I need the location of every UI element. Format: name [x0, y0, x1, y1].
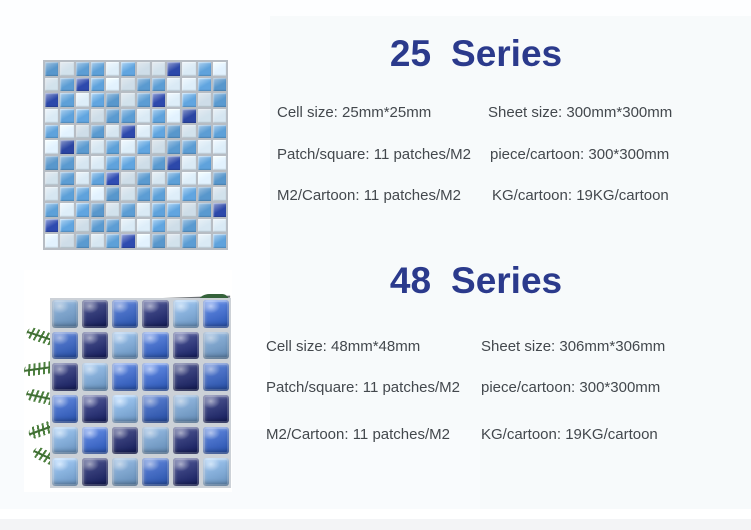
mosaic-tile-light-sky-blue — [52, 300, 78, 328]
mosaic-tile-bright-cobalt — [112, 363, 138, 391]
mosaic-tile-navy — [82, 395, 108, 423]
mosaic-tile-bright-cobalt — [203, 363, 229, 391]
mosaic-tile-navy — [82, 332, 108, 360]
series-48-title — [276, 259, 676, 303]
mosaic-tile-pale-blue-white — [76, 172, 89, 186]
spec-m2-cartoon-48: M2/Cartoon: 11 patches/M2 — [266, 426, 450, 443]
product-photo-48-series[interactable] — [24, 270, 232, 492]
mosaic-tile-navy — [112, 427, 138, 455]
mosaic-tile-pale-blue-white — [198, 172, 211, 186]
mosaic-tile-light-sky-blue — [173, 395, 199, 423]
mosaic-tile-light-sky-blue — [112, 458, 138, 486]
mosaic-tile-pale-blue-white — [106, 125, 119, 139]
mosaic-tile-navy — [173, 458, 199, 486]
mosaic-tile-light-sky-blue — [112, 395, 138, 423]
mosaic-tile-pale-blue-white — [137, 125, 150, 139]
mosaic-tile-pale-blue-white — [167, 78, 180, 92]
mosaic-tile-light-sky-blue — [52, 427, 78, 455]
mosaic-tile-navy — [142, 300, 168, 328]
spec-patch-square-48: Patch/square: 11 patches/M2 — [266, 379, 461, 396]
mosaic-tile-sky-blue — [152, 219, 165, 233]
mosaic-tile-pale-blue-white — [213, 62, 226, 76]
mosaic-tile-sky-blue — [182, 234, 195, 248]
mosaic-tile-sky-blue — [106, 234, 119, 248]
mosaic-tile-bright-cobalt — [142, 332, 168, 360]
spec-patch-square-25: Patch/square: 11 patches/M2 — [277, 146, 472, 163]
bottom-white-band — [0, 509, 751, 519]
mosaic-tile-pale-blue-white — [76, 219, 89, 233]
mosaic-tile-bright-cobalt — [52, 332, 78, 360]
mosaic-tile-sky-blue — [198, 125, 211, 139]
mosaic-tile-pale-blue-white — [45, 78, 58, 92]
spec-piece-cartoon-48: piece/cartoon: 300*300mm — [481, 379, 661, 396]
mosaic-tile-bright-cobalt — [52, 395, 78, 423]
spec-kg-cartoon-48: KG/cartoon: 19KG/cartoon — [481, 426, 658, 443]
mosaic-tile-pale-blue-white — [121, 219, 134, 233]
mosaic-tile-pale-blue-white — [182, 78, 195, 92]
mosaic-tile-pale-blue-white — [198, 234, 211, 248]
mosaic-tile-dark-cobalt — [167, 62, 180, 76]
mosaic-tile-light-sky-blue — [203, 332, 229, 360]
mosaic-tile-pale-blue-white — [106, 62, 119, 76]
mosaic-tile-sky-blue — [198, 62, 211, 76]
mosaic-tile-pale-blue-white — [137, 234, 150, 248]
mosaic-tile-light-sky-blue — [173, 300, 199, 328]
mosaic-tile-sky-blue — [213, 78, 226, 92]
mosaic-tile-dark-cobalt — [121, 125, 134, 139]
mosaic-tile-sky-blue — [213, 172, 226, 186]
mosaic-tile-light-sky-blue — [203, 458, 229, 486]
mosaic-tile-sky-blue — [91, 78, 104, 92]
mosaic-tile-sky-blue — [60, 219, 73, 233]
series-48-word: Series — [451, 260, 563, 301]
mosaic-tile-sky-blue — [91, 62, 104, 76]
mosaic-tile-bright-cobalt — [82, 427, 108, 455]
mosaic-tile-sky-blue — [91, 219, 104, 233]
mosaic-tile-sky-blue — [121, 62, 134, 76]
mosaic-tile-navy — [203, 395, 229, 423]
mosaic-tile-sky-blue — [76, 62, 89, 76]
mosaic-tile-navy — [82, 300, 108, 328]
mosaic-tile-bright-cobalt — [203, 427, 229, 455]
mosaic-tile-pale-blue-white — [152, 62, 165, 76]
spec-kg-cartoon-25: KG/cartoon: 19KG/cartoon — [492, 187, 669, 204]
series-48-number: 48 — [389, 260, 432, 301]
mosaic-tile-pale-blue-white — [137, 62, 150, 76]
mosaic-tile-sky-blue — [45, 125, 58, 139]
mosaic-tile-pale-blue-white — [137, 219, 150, 233]
mosaic-tile-pale-blue-white — [45, 172, 58, 186]
mosaic-tile-sky-blue — [182, 219, 195, 233]
mosaic-tile-navy — [173, 427, 199, 455]
mosaic-tile-pale-blue-white — [60, 62, 73, 76]
mosaic-tile-pale-blue-white — [167, 219, 180, 233]
mosaic-tile-dark-cobalt — [121, 234, 134, 248]
mosaic-tile-pale-blue-white — [198, 219, 211, 233]
mosaic-tile-pale-blue-white — [121, 172, 134, 186]
mosaic-tile-sky-blue — [152, 78, 165, 92]
mosaic-tile-sky-blue — [198, 78, 211, 92]
mosaic-tile-light-sky-blue — [142, 427, 168, 455]
mosaic-tile-pale-blue-white — [213, 219, 226, 233]
mosaic-tile-bright-cobalt — [142, 458, 168, 486]
mosaic-tile-navy — [173, 363, 199, 391]
spec-cell-size-48: Cell size: 48mm*48mm — [266, 338, 421, 355]
mosaic-tile-sky-blue — [213, 234, 226, 248]
mosaic-tile-pale-blue-white — [152, 172, 165, 186]
mosaic-tile-pale-blue-white — [60, 125, 73, 139]
mosaic-tile-sky-blue — [106, 219, 119, 233]
mosaic-tile-pale-blue-white — [182, 172, 195, 186]
mosaic-tile-sky-blue — [60, 78, 73, 92]
mosaic-tile-bright-cobalt — [112, 300, 138, 328]
mosaic-tile-sky-blue — [152, 234, 165, 248]
spec-m2-cartoon-25: M2/Cartoon: 11 patches/M2 — [277, 187, 461, 204]
product-photo-48-series-mosaic[interactable] — [50, 298, 231, 488]
series-25-title — [276, 32, 676, 76]
series-25-number: 25 — [389, 33, 432, 74]
mosaic-tile-pale-blue-white — [182, 62, 195, 76]
mosaic-tile-sky-blue — [167, 125, 180, 139]
mosaic-tile-navy — [82, 458, 108, 486]
mosaic-tile-light-sky-blue — [52, 458, 78, 486]
mosaic-tile-pale-blue-white — [60, 234, 73, 248]
mosaic-tile-sky-blue — [213, 125, 226, 139]
mosaic-tile-pale-blue-white — [182, 125, 195, 139]
footer-strip — [0, 519, 751, 530]
mosaic-tile-navy — [173, 332, 199, 360]
mosaic-tile-pale-blue-white — [76, 125, 89, 139]
mosaic-tile-navy — [52, 363, 78, 391]
mosaic-tile-sky-blue — [137, 78, 150, 92]
mosaic-tile-bright-cobalt — [142, 395, 168, 423]
spec-row — [0, 145, 751, 165]
mosaic-tile-dark-cobalt — [76, 78, 89, 92]
mosaic-tile-bright-cobalt — [142, 363, 168, 391]
spec-row — [0, 186, 751, 206]
mosaic-tile-sky-blue — [152, 125, 165, 139]
mosaic-tile-pale-blue-white — [45, 234, 58, 248]
mosaic-tile-sky-blue — [91, 125, 104, 139]
mosaic-tile-light-sky-blue — [82, 363, 108, 391]
mosaic-tile-pale-blue-white — [121, 78, 134, 92]
series-25-word: Series — [451, 33, 563, 74]
spec-sheet-size-25: Sheet size: 300mm*300mm — [488, 104, 673, 121]
mosaic-tile-pale-blue-white — [91, 234, 104, 248]
mosaic-tile-sky-blue — [60, 172, 73, 186]
mosaic-tile-sky-blue — [137, 172, 150, 186]
mosaic-tile-sky-blue — [76, 234, 89, 248]
mosaic-tile-light-sky-blue — [112, 332, 138, 360]
spec-cell-size-25: Cell size: 25mm*25mm — [277, 104, 432, 121]
mosaic-tile-bright-cobalt — [203, 300, 229, 328]
mosaic-tile-pale-blue-white — [106, 78, 119, 92]
mosaic-tile-sky-blue — [167, 172, 180, 186]
spec-sheet-size-48: Sheet size: 306mm*306mm — [481, 338, 666, 355]
mosaic-tile-dark-cobalt — [106, 172, 119, 186]
mosaic-tile-pale-blue-white — [167, 234, 180, 248]
spec-row — [0, 103, 751, 123]
mosaic-tile-sky-blue — [45, 62, 58, 76]
mosaic-tile-sky-blue — [91, 172, 104, 186]
mosaic-tile-dark-cobalt — [45, 219, 58, 233]
spec-piece-cartoon-25: piece/cartoon: 300*300mm — [490, 146, 670, 163]
